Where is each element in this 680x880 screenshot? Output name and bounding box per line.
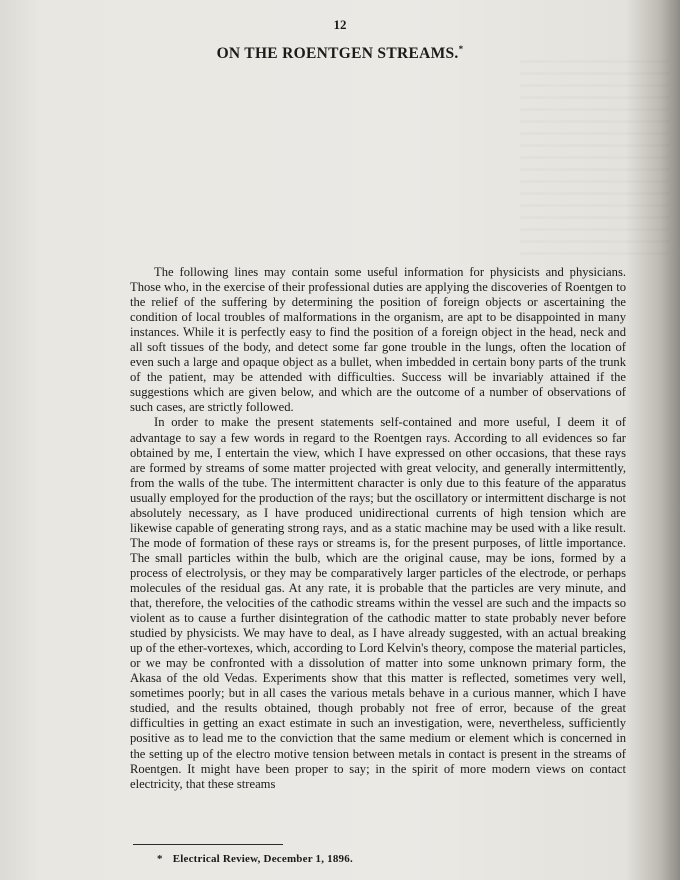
footnote-text: Electrical Review, December 1, 1896.: [172, 853, 353, 865]
paragraph-2: In order to make the present statements self-contained and more useful, I deem it of advantage to say a few words in regard to the Roentgen rays. According to all evidences so far obtained by me, I entertain the view, which I have expressed on other occasions, that these rays are formed by streams of some matter projected with great velocity, and generally intermittently, from the walls of the tube. The intermittent character is only due to this feature of the apparatus usually employed for the production of the rays; but the oscillatory or intermittent discharge is not absolutely necessary, as I have produced unidirectional currents of high tension which are likewise capable of generating strong rays, and as a static machine may be used with a like result. The mode of formation of these rays or streams is, for the present purposes, of little importance. The small particles within the bulb, which are the original cause, may be ions, formed by a process of electrolysis, or they may be comparatively larger particles of the electrode, or perhaps molecules of the residual gas. At any rate, it is probable that the particles are very minute, and that, therefore, the velocities of the cathodic streams within the vessel are such and the impacts so violent as to cause a further disintegration of the cathodic matter to state probably never before studied by physicists. We may have to deal, as I have already suggested, with an actual breaking up of the ether-vortexes, which, according to Lord Kelvin's theory, compose the material particles, or we may be confronted with a dissolution of matter into some unknown primary form, the Akasa of the old Vedas. Experiments show that this matter is reflected, sometimes very well, sometimes poorly; but in all cases the various metals behave in a curious manner, which I have studied, and the results obtained, though probably not free of error, because of the great difficulties in getting an exact estimate in such an investigation, were, nevertheless, sufficiently positive as to lead me to the conviction that the same medium or element which is concerned in the setting up of the electro motive tension between metals in contact is present in the streams of Roentgen. It might have been proper to say; in the spirit of more modern views on contact electricity, that these streams: [130, 415, 626, 791]
paragraph-1: The following lines may contain some useful information for physicists and physicians. Those who, in the exercise of their professional duties are applying the discoveries of Roentgen to the relief of the suffering by determining the position of foreign objects or ascertaining the condition of local troubles of malformations in the organism, are apt to be disappointed in many instances. While it is perfectly easy to find the position of a foreign object in the head, neck and all soft tissues of the body, and detect some far gone trouble in the lungs, often the location of even such a large and opaque object as a bullet, when imbedded in certain bony parts of the trunk of the patient, may be attended with difficulties. Success will be invariably attained if the suggestions which are given below, and which are the outcome of a number of observations of such cases, are strictly followed.: [130, 265, 626, 415]
page-number: 12: [333, 17, 347, 32]
article-body: [130, 265, 626, 792]
footnote: [157, 853, 353, 865]
article-title: [0, 44, 680, 63]
show-through-bleed: [520, 60, 670, 260]
footnote-divider: [133, 844, 283, 845]
footnote-mark: *: [157, 853, 163, 865]
title-footnote-mark: *: [458, 44, 464, 54]
article-title-text: ON THE ROENTGEN STREAMS.: [216, 45, 459, 63]
